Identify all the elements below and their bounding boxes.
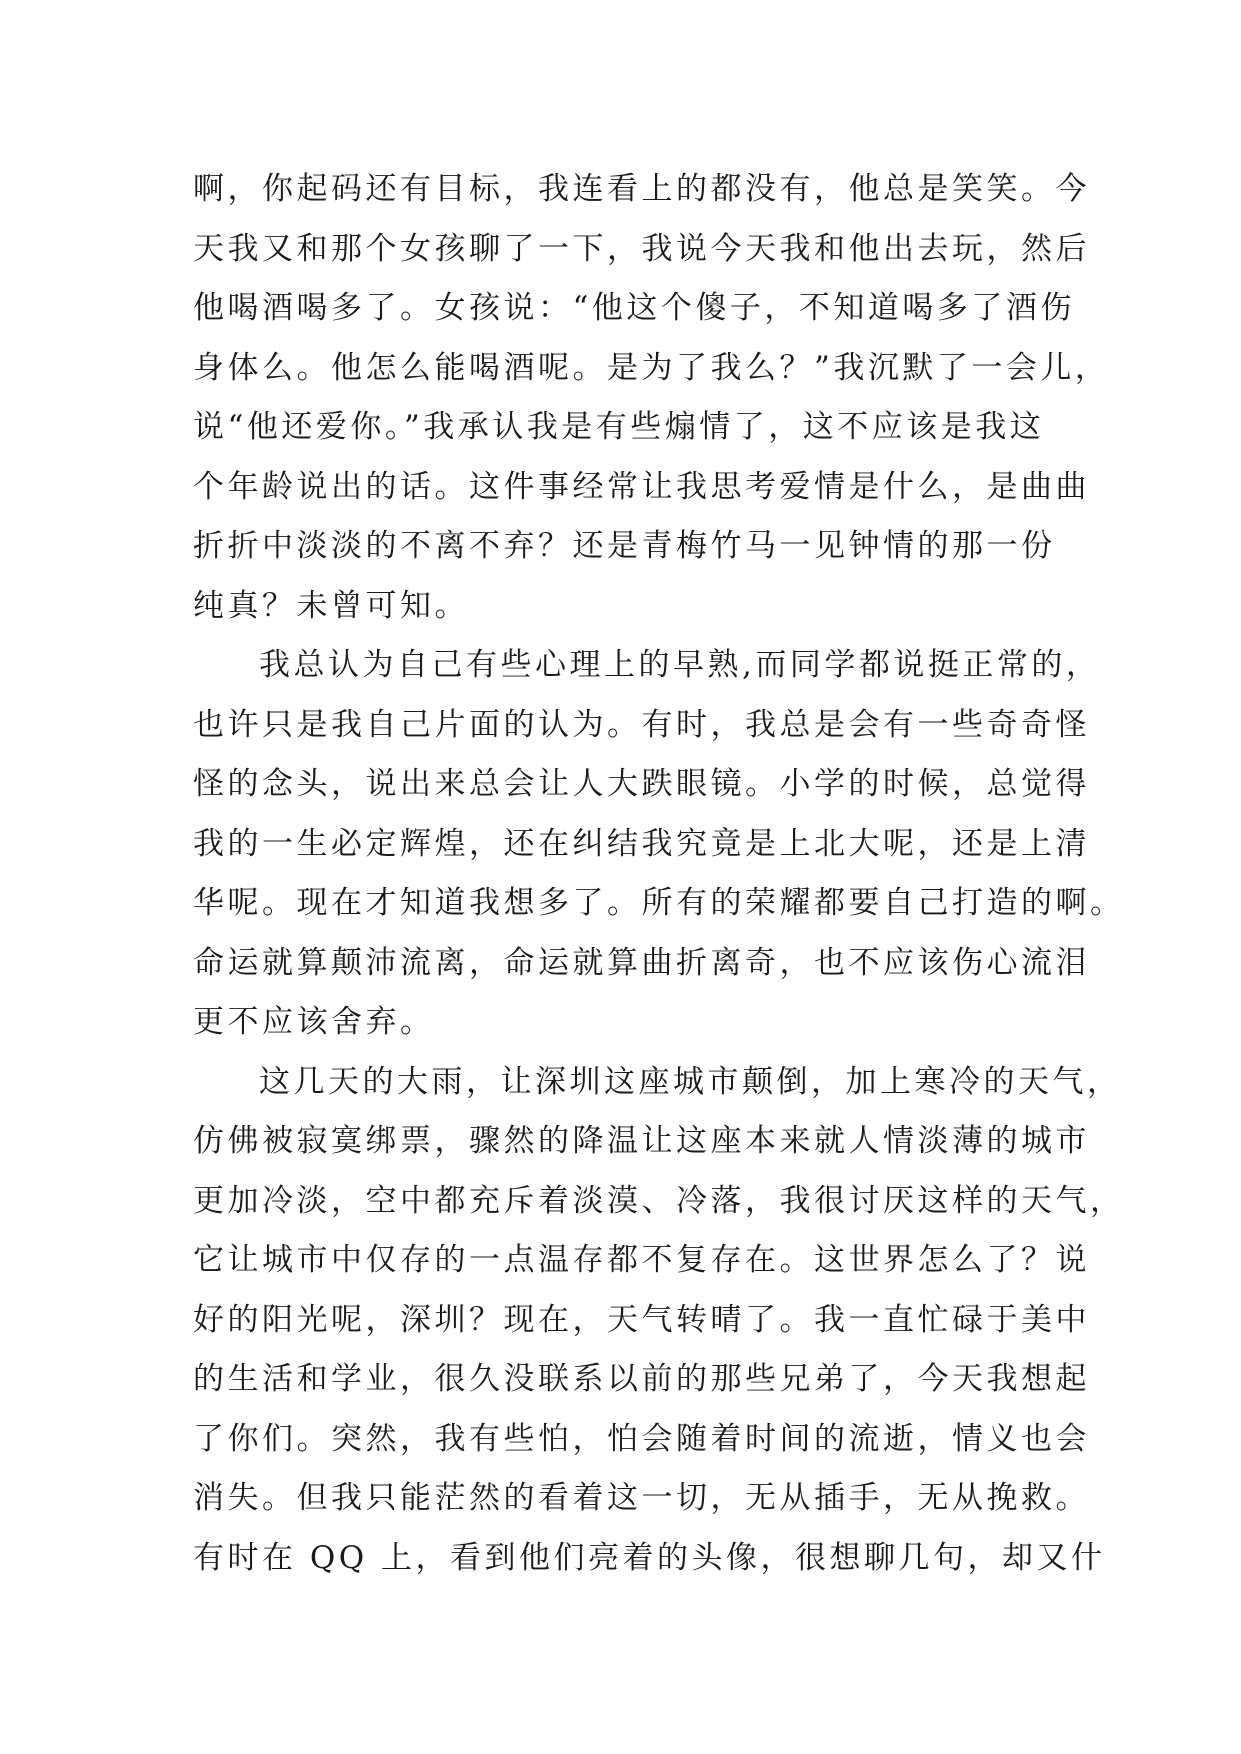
text-line: 也许只是我自己片面的认为。有时，我总是会有一些奇奇怪 xyxy=(193,706,1090,743)
text-line: 我的一生必定辉煌，还在纠结我究竟是上北大呢，还是上清 xyxy=(193,825,1090,862)
text-line: 折折中淡淡的不离不弃？还是青梅竹马一见钟情的那一份 xyxy=(193,528,1056,564)
text-line: 了你们。突然，我有些怕，怕会随着时间的流逝，情义也会 xyxy=(193,1420,1090,1457)
text-line: 仿佛被寂寞绑票，骤然的降温让这座本来就人情淡薄的城市 xyxy=(193,1123,1090,1159)
paragraph-start-line: 我总认为自己有些心理上的早熟,而同学都说挺正常的， xyxy=(259,647,1101,683)
text-line: 啊，你起码还有目标，我连看上的都没有，他总是笑笑。今 xyxy=(193,171,1090,207)
paragraph-start-line: 这几天的大雨，让深圳这座城市颠倒，加上寒冷的天气， xyxy=(259,1063,1122,1100)
text-line: 消失。但我只能茫然的看着这一切，无从插手，无从挽救。 xyxy=(193,1480,1090,1516)
text-line: 个年龄说出的话。这件事经常让我思考爱情是什么，是曲曲 xyxy=(193,468,1090,505)
text-line: 它让城市中仅存的一点温存都不复存在。这世界怎么了？说 xyxy=(193,1242,1090,1278)
text-line: 更加冷淡，空中都充斥着淡漠、冷落，我很讨厌这样的天气， xyxy=(193,1182,1125,1219)
text-line: 有时在 QQ 上，看到他们亮着的头像，很想聊几句，却又什 xyxy=(193,1539,1106,1576)
text-line: 天我又和那个女孩聊了一下，我说今天我和他出去玩，然后 xyxy=(193,230,1090,267)
text-line: 身体么。他怎么能喝酒呢。是为了我么？”我沉默了一会儿， xyxy=(193,349,1110,386)
text-line: 更不应该舍弃。 xyxy=(193,1004,435,1040)
text-line: 说“他还爱你。”我承认我是有些煽情了，这不应该是我这 xyxy=(193,409,1045,445)
text-line: 纯真？未曾可知。 xyxy=(193,587,469,624)
text-line: 好的阳光呢，深圳？现在，天气转晴了。我一直忙碌于美中 xyxy=(193,1301,1090,1338)
body-text xyxy=(193,160,1125,1588)
text-line: 命运就算颠沛流离，命运就算曲折离奇，也不应该伤心流泪 xyxy=(193,944,1090,981)
text-line: 华呢。现在才知道我想多了。所有的荣耀都要自己打造的啊。 xyxy=(193,885,1125,921)
text-line: 的生活和学业，很久没联系以前的那些兄弟了，今天我想起 xyxy=(193,1361,1090,1397)
text-line: 他喝酒喝多了。女孩说：“他这个傻子，不知道喝多了酒伤 xyxy=(193,290,1075,326)
text-line: 怪的念头，说出来总会让人大跌眼镜。小学的时候，总觉得 xyxy=(193,766,1090,802)
